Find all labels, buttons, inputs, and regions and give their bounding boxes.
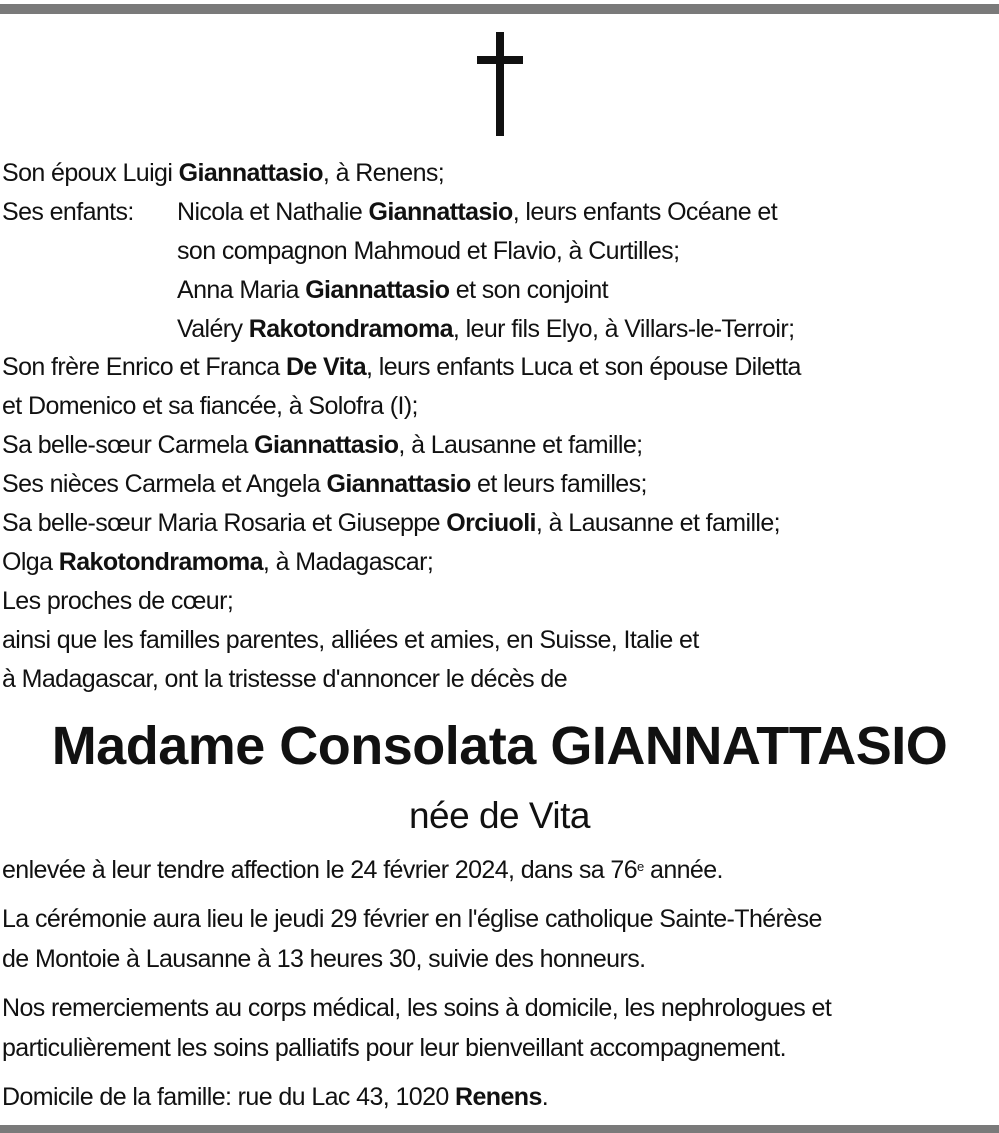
deceased-name: Madame Consolata GIANNATTASIO xyxy=(51,716,948,776)
line-spouse: Son époux Luigi Giannattasio, à Renens; xyxy=(2,159,445,187)
line-announcement: à Madagascar, ont la tristesse d'annoncer le décès de xyxy=(2,664,568,693)
passing-date-paragraph: enlevée à leur tendre affection le 24 février 2024, dans sa 76e année. xyxy=(2,856,723,884)
line-sister-in-law: Sa belle-sœur Carmela Giannattasio, à Lausanne et famille; xyxy=(2,431,643,460)
family-address: Domicile de la famille: rue du Lac 43, 1020 Renens. xyxy=(2,1083,549,1111)
line-olga: Olga Rakotondramoma, à Madagascar; xyxy=(2,547,434,576)
line-children-3: Anna Maria Giannattasio et son conjoint xyxy=(177,275,608,304)
line-brother: Son frère Enrico et Franca De Vita, leurs enfants Luca et son épouse Diletta xyxy=(2,353,801,382)
children-label: Ses enfants: xyxy=(2,197,134,226)
line-sister-in-law-2: Sa belle-sœur Maria Rosaria et Giuseppe Orciuoli, à Lausanne et famille; xyxy=(2,509,781,538)
top-rule xyxy=(0,4,999,14)
maiden-name: née de Vita xyxy=(408,795,591,836)
line-families: ainsi que les familles parentes, alliées et amies, en Suisse, Italie et xyxy=(2,625,699,654)
line-nieces: Ses nièces Carmela et Angela Giannattasio et leurs familles; xyxy=(2,470,647,499)
thanks-paragraph: Nos remerciements au corps médical, les soins à domicile, les nephrologues et particulièrement les soins palliatifs pour leur bienveillant accompagnement. xyxy=(2,994,832,1062)
line-children-4: Valéry Rakotondramoma, leur fils Elyo, à Villars-le-Terroir; xyxy=(177,314,795,343)
ceremony-paragraph: La cérémonie aura lieu le jeudi 29 février en l'église catholique Sainte-Thérèse de Montoie à Lausanne à 13 heures 30, suivie des honneurs. xyxy=(2,905,822,973)
family-list xyxy=(2,154,997,698)
line-brother-2: et Domenico et sa fiancée, à Solofra (I); xyxy=(2,392,418,421)
latin-cross-icon xyxy=(477,32,523,136)
line-close-ones: Les proches de cœur; xyxy=(2,586,234,615)
bottom-rule xyxy=(0,1125,999,1133)
line-children-2: son compagnon Mahmoud et Flavio, à Curtilles; xyxy=(177,236,680,265)
line-children: Ses enfants: Nicola et Nathalie Giannattasio, leurs enfants Océane et xyxy=(2,193,997,232)
